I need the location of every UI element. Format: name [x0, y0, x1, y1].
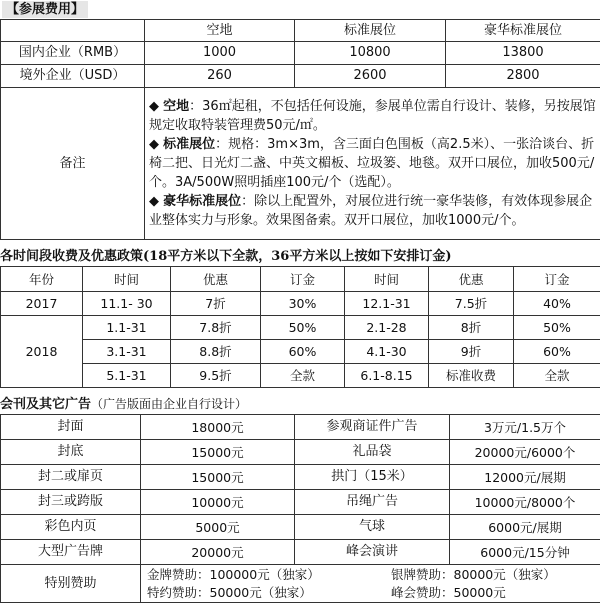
cell-value: 260 — [145, 65, 295, 88]
header-time: 时间 — [83, 267, 171, 292]
table-row — [1, 292, 600, 316]
ad-item-label: 吊绳广告 — [295, 490, 450, 515]
ad-item-label: 参观商证件广告 — [295, 415, 450, 440]
section-subtitle-ads: （广告版面由企业自行设计） — [91, 397, 248, 411]
table-row — [1, 65, 600, 88]
diamond-bullet-icon: ◆ — [149, 137, 159, 152]
ad-item-price: 6000元/15分钟 — [450, 540, 600, 565]
ads-table — [0, 414, 600, 603]
gold-sponsor: 金牌赞助：100000元（独家） — [147, 566, 320, 582]
section-title-pricing: 各时间段收费及优惠政策(18平方米以下全款，36平方米以上按如下安排订金) — [0, 249, 452, 264]
ad-item-price: 6000元/展期 — [450, 515, 600, 540]
cell-time: 4.1-30 — [345, 340, 429, 364]
cell-deposit: 全款 — [261, 364, 345, 388]
exclusive-sponsor: 特约赞助：50000元（独家） — [147, 584, 312, 600]
ad-item-label: 彩色内页 — [1, 515, 141, 540]
special-sponsor-label: 特别赞助 — [1, 565, 141, 603]
cell-deposit: 40% — [514, 292, 600, 316]
cell-discount: 7.8折 — [171, 316, 261, 340]
row-label-domestic: 国内企业（RMB） — [1, 42, 145, 65]
cell-discount: 7折 — [171, 292, 261, 316]
section-title-fees: 【参展费用】 — [2, 1, 88, 18]
ad-item-label: 礼品袋 — [295, 440, 450, 465]
section-title-ads: 会刊及其它广告 — [0, 397, 92, 412]
ad-item-label: 封面 — [1, 415, 141, 440]
notes-content — [145, 88, 600, 240]
table-row — [1, 540, 600, 565]
note-open-space — [149, 97, 596, 135]
table-row — [1, 440, 600, 465]
fees-header-open-space: 空地 — [145, 20, 295, 42]
table-row — [1, 515, 600, 540]
notes-label: 备注 — [1, 88, 145, 240]
table-row — [1, 316, 600, 340]
ad-item-label: 峰会演讲 — [295, 540, 450, 565]
ad-item-label: 气球 — [295, 515, 450, 540]
cell-deposit: 60% — [261, 340, 345, 364]
cell-value: 2800 — [446, 65, 600, 88]
table-row — [1, 565, 600, 603]
ad-item-price: 18000元 — [141, 415, 295, 440]
ad-item-price: 15000元 — [141, 440, 295, 465]
cell-time: 6.1-8.15 — [345, 364, 429, 388]
section-title-ads-wrapper — [0, 393, 247, 413]
header-time: 时间 — [345, 267, 429, 292]
summit-sponsor: 峰会赞助：50000元 — [391, 584, 506, 600]
ad-item-price: 10000元 — [141, 490, 295, 515]
fees-header-luxury: 豪华标准展位 — [446, 20, 600, 42]
table-row — [1, 364, 600, 388]
ad-item-label: 封二或扉页 — [1, 465, 141, 490]
cell-deposit: 全款 — [514, 364, 600, 388]
cell-time: 2.1-28 — [345, 316, 429, 340]
header-discount: 优惠 — [171, 267, 261, 292]
table-row — [1, 42, 600, 65]
note-title: 标准展位 — [163, 137, 216, 152]
diamond-bullet-icon: ◆ — [149, 194, 159, 209]
table-row — [1, 340, 600, 364]
cell-deposit: 50% — [514, 316, 600, 340]
ad-item-label: 拱门（15米） — [295, 465, 450, 490]
diamond-bullet-icon: ◆ — [149, 99, 159, 114]
ad-item-price: 3万元/1.5万个 — [450, 415, 600, 440]
cell-value: 13800 — [446, 42, 600, 65]
cell-deposit: 30% — [261, 292, 345, 316]
ad-item-label: 封底 — [1, 440, 141, 465]
cell-discount: 7.5折 — [429, 292, 514, 316]
fees-header-blank — [1, 20, 145, 42]
silver-sponsor: 银牌赞助：80000元（独家） — [391, 566, 556, 582]
table-row — [1, 415, 600, 440]
cell-time: 11.1- 30 — [83, 292, 171, 316]
cell-discount: 9折 — [429, 340, 514, 364]
table-row — [1, 465, 600, 490]
note-text: ：除以上配置外，对展位进行统一豪华装修，有效体现参展企业整体实力与形象。效果图备索。双开口展位，加收1000元/个。 — [149, 194, 593, 228]
header-deposit: 订金 — [514, 267, 600, 292]
cell-value: 2600 — [295, 65, 446, 88]
ad-item-label: 封三或跨版 — [1, 490, 141, 515]
header-year: 年份 — [1, 267, 83, 292]
ad-item-label: 大型广告牌 — [1, 540, 141, 565]
table-row — [1, 490, 600, 515]
ad-item-price: 12000元/展期 — [450, 465, 600, 490]
note-text: ：规格：3m×3m，含三面白色围板（高2.5米）、一张洽谈台、折椅二把、日光灯二盏、中英文楣板、垃圾篓、地毯。双开口展位，加收500元/个。3A/500W照明插座100元/个（选配）。 — [149, 137, 595, 190]
ad-item-price: 20000元 — [141, 540, 295, 565]
header-deposit: 订金 — [261, 267, 345, 292]
cell-deposit: 50% — [261, 316, 345, 340]
cell-time: 12.1-31 — [345, 292, 429, 316]
cell-discount: 9.5折 — [171, 364, 261, 388]
note-luxury-booth — [149, 192, 596, 230]
fees-table — [0, 19, 600, 240]
note-text: ：36㎡起租，不包括任何设施，参展单位需自行设计、装修，另按展馆规定收取特装管理费50元/㎡。 — [149, 99, 596, 133]
cell-time: 5.1-31 — [83, 364, 171, 388]
ad-item-price: 15000元 — [141, 465, 295, 490]
pricing-table — [0, 266, 600, 388]
header-discount: 优惠 — [429, 267, 514, 292]
cell-deposit: 60% — [514, 340, 600, 364]
ad-item-price: 10000元/8000个 — [450, 490, 600, 515]
cell-time: 3.1-31 — [83, 340, 171, 364]
row-label-overseas: 境外企业（USD） — [1, 65, 145, 88]
cell-value: 10800 — [295, 42, 446, 65]
cell-time: 1.1-31 — [83, 316, 171, 340]
cell-discount: 8折 — [429, 316, 514, 340]
note-title: 空地 — [163, 99, 190, 114]
cell-value: 1000 — [145, 42, 295, 65]
ad-item-price: 5000元 — [141, 515, 295, 540]
special-sponsor-content — [141, 565, 600, 603]
year-2018: 2018 — [1, 316, 83, 388]
note-title: 豪华标准展位 — [163, 194, 242, 209]
ad-item-price: 20000元/6000个 — [450, 440, 600, 465]
cell-discount: 标准收费 — [429, 364, 514, 388]
year-2017: 2017 — [1, 292, 83, 316]
fees-header-standard: 标准展位 — [295, 20, 446, 42]
note-standard-booth — [149, 135, 596, 192]
cell-discount: 8.8折 — [171, 340, 261, 364]
